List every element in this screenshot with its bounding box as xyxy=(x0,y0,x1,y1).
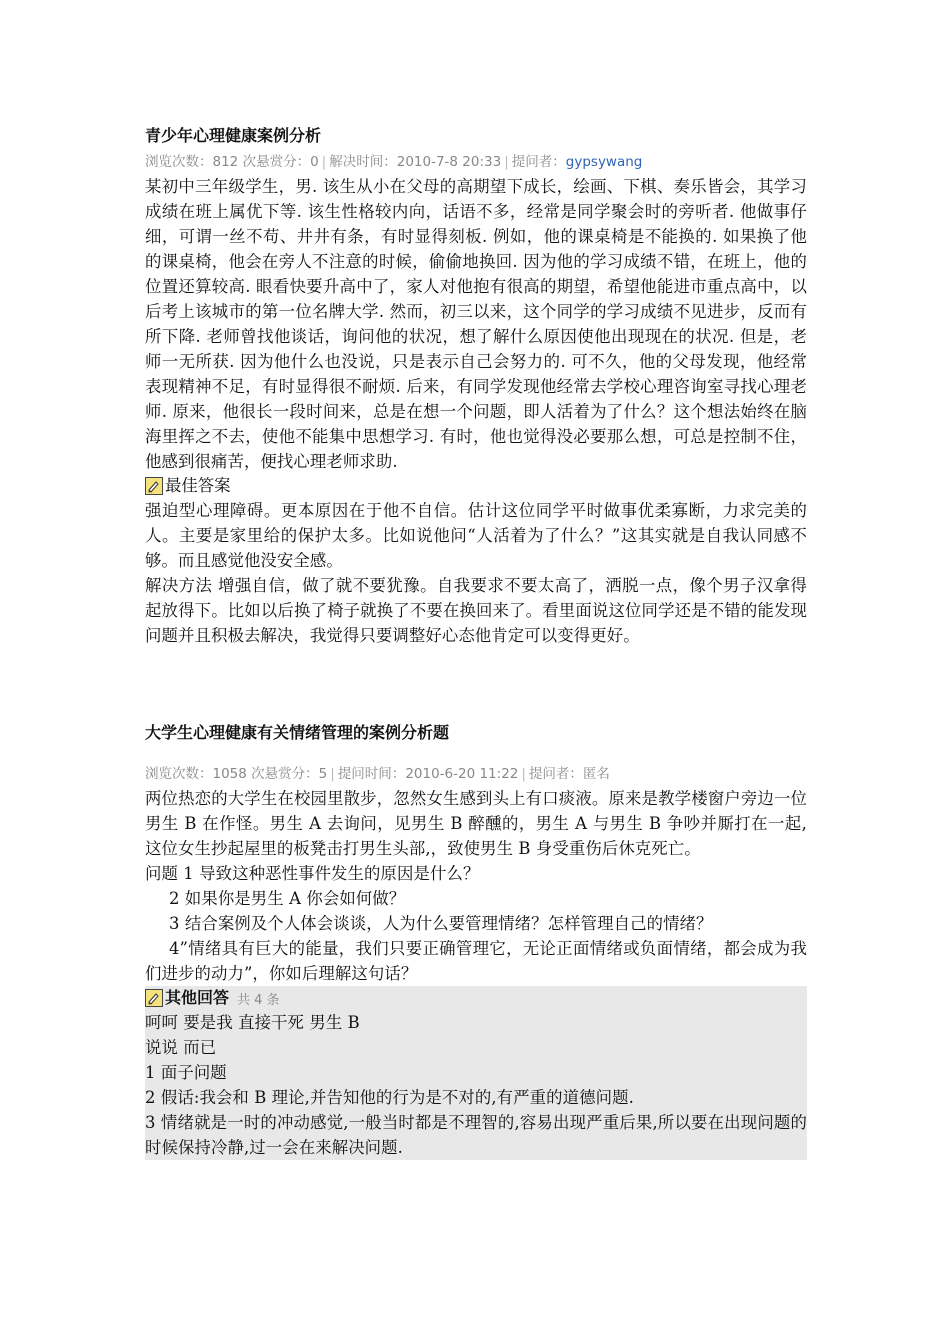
time-label: 提问时间： xyxy=(337,766,406,782)
time-label: 解决时间： xyxy=(329,154,397,170)
views-label: 浏览次数： xyxy=(145,154,213,170)
other-answer-line: 2 假话:我会和 B 理论,并告知他的行为是不对的,有严重的道德问题. xyxy=(145,1088,634,1107)
best-answer-paragraph-2: 解决方法 增强自信，做了就不要犹豫。自我要求不要太高了，洒脱一点，像个男子汉拿得起放得下。比如以后换了椅子就换了不要在换回来了。看里面说这位同学还是不错的能发现问题并且积极去解决，我觉得只要调整好心态他肯定可以变得更好。 xyxy=(145,576,807,645)
asker-name: 匿名 xyxy=(582,766,610,782)
question-1: 问题 1 导致这种恶性事件发生的原因是什么？ xyxy=(145,864,480,883)
best-answer-paragraph-1: 强迫型心理障碍。更本原因在于他不自信。估计这位同学平时做事优柔寡断，力求完美的人。主要是家里给的保护太多。比如说他问“人活着为了什么？”这其实就是自我认同感不够。而且感觉他没安全感。 xyxy=(145,501,807,570)
section-1-meta: 浏览次数：812 次悬赏分：0 | 解决时间：2010-7-8 20:33 | 提问者：gypsywang xyxy=(145,154,643,170)
other-answers-label: 其他回答 xyxy=(165,988,230,1007)
section-2 xyxy=(145,722,807,1160)
bounty-label: 次悬赏分： xyxy=(242,154,311,170)
other-answer-line: 1 面子问题 xyxy=(145,1063,227,1082)
section-1 xyxy=(145,125,807,648)
pen-icon xyxy=(145,477,163,495)
bounty-label: 次悬赏分： xyxy=(251,766,319,782)
question-text: 某初中三年级学生，男. 该生从小在父母的高期望下成长，绘画、下棋、奏乐皆会，其学习成绩在班上属优下等. 该生性格较内向，话语不多，经常是同学聚会时的旁听者. 他做事仔细，可谓一丝不苟、井井有条，有时显得刻板. 例如，他的课桌椅是不能换的. 如果换了他的课桌椅，他会在旁人不注意的时候，偷偷地换回. 因为他的学习成绩不错，在班上，他的位置还算较高. 眼看快要升高中了，家人对他抱有很高的期望，希望他能进市重点高中，以后考上该城市的第一位名牌大学. 然而，初三以来，这个同学的学习成绩不见进步，反而有所下降. 老师曾找他谈话，询问他的状况，想了解什么原因使他出现现在的状况. 但是，老师一无所获. 因为他什么也没说，只是表示自己会努力的. 可不久，他的父母发现，他经常表现精神不足，有时显得很不耐烦. 后来，有同学发现他经常去学校心理咨询室寻找心理老师. 原来，他很长一段时间来，总是在想一个问题，即人活着为了什么？这个想法始终在脑海里挥之不去，使他不能集中思想学习. 有时，他也觉得没必要那么想，可总是控制不住，他感到很痛苦，便找心理老师求助. xyxy=(145,177,807,471)
section-1-title: 青少年心理健康案例分析 xyxy=(145,126,322,145)
other-answer-line: 3 情绪就是一时的冲动感觉,一般当时都是不理智的,容易出现严重后果,所以要在出现问题的时候保持冷静,过一会在来解决问题. xyxy=(145,1113,807,1157)
question-text: 两位热恋的大学生在校园里散步，忽然女生感到头上有口痰液。原来是教学楼窗户旁边一位男生 B 在作怪。男生 A 去询问，见男生 B 醉醺的，男生 A 与男生 B 争吵并厮打在一起,这位女生抄起屋里的板凳击打男生头部,，致使男生 B 身受重伤后休克死亡。 xyxy=(145,789,807,858)
views-count: 1058 xyxy=(212,766,247,782)
other-answers-header xyxy=(145,986,807,1010)
best-answer-header xyxy=(145,474,807,498)
section-2-meta: 浏览次数：1058 次悬赏分：5 | 提问时间：2010-6-20 11:22 | 提问者：匿名 xyxy=(145,766,610,782)
time-value: 2010-7-8 20:33 xyxy=(396,154,502,170)
other-answer-line: 说说 而已 xyxy=(145,1038,217,1057)
time-value: 2010-6-20 11:22 xyxy=(405,766,519,782)
pen-icon xyxy=(145,989,163,1007)
views-count: 812 xyxy=(212,154,239,170)
bounty-value: 5 xyxy=(318,766,328,782)
other-answers-box xyxy=(145,986,807,1160)
asker-link[interactable]: gypsywang xyxy=(565,154,643,170)
question-4: 4”情绪具有巨大的能量，我们只要正确管理它，无论正面情绪或负面情绪，都会成为我们进步的动力”，你如后理解这句话？ xyxy=(145,939,807,983)
question-2: 2 如果你是男生 A 你会如何做？ xyxy=(169,889,406,908)
section-2-title: 大学生心理健康有关情绪管理的案例分析题 xyxy=(145,723,450,742)
asker-label: 提问者： xyxy=(511,154,566,170)
question-3: 3 结合案例及个人体会谈谈，人为什么要管理情绪？怎样管理自己的情绪？ xyxy=(169,914,713,933)
other-answers-count: 共 4 条 xyxy=(237,992,280,1008)
bounty-value: 0 xyxy=(310,154,319,170)
asker-label: 提问者： xyxy=(528,766,583,782)
other-answer-line: 呵呵 要是我 直接干死 男生 B xyxy=(145,1013,360,1032)
views-label: 浏览次数： xyxy=(145,766,213,782)
best-answer-label: 最佳答案 xyxy=(165,476,231,495)
